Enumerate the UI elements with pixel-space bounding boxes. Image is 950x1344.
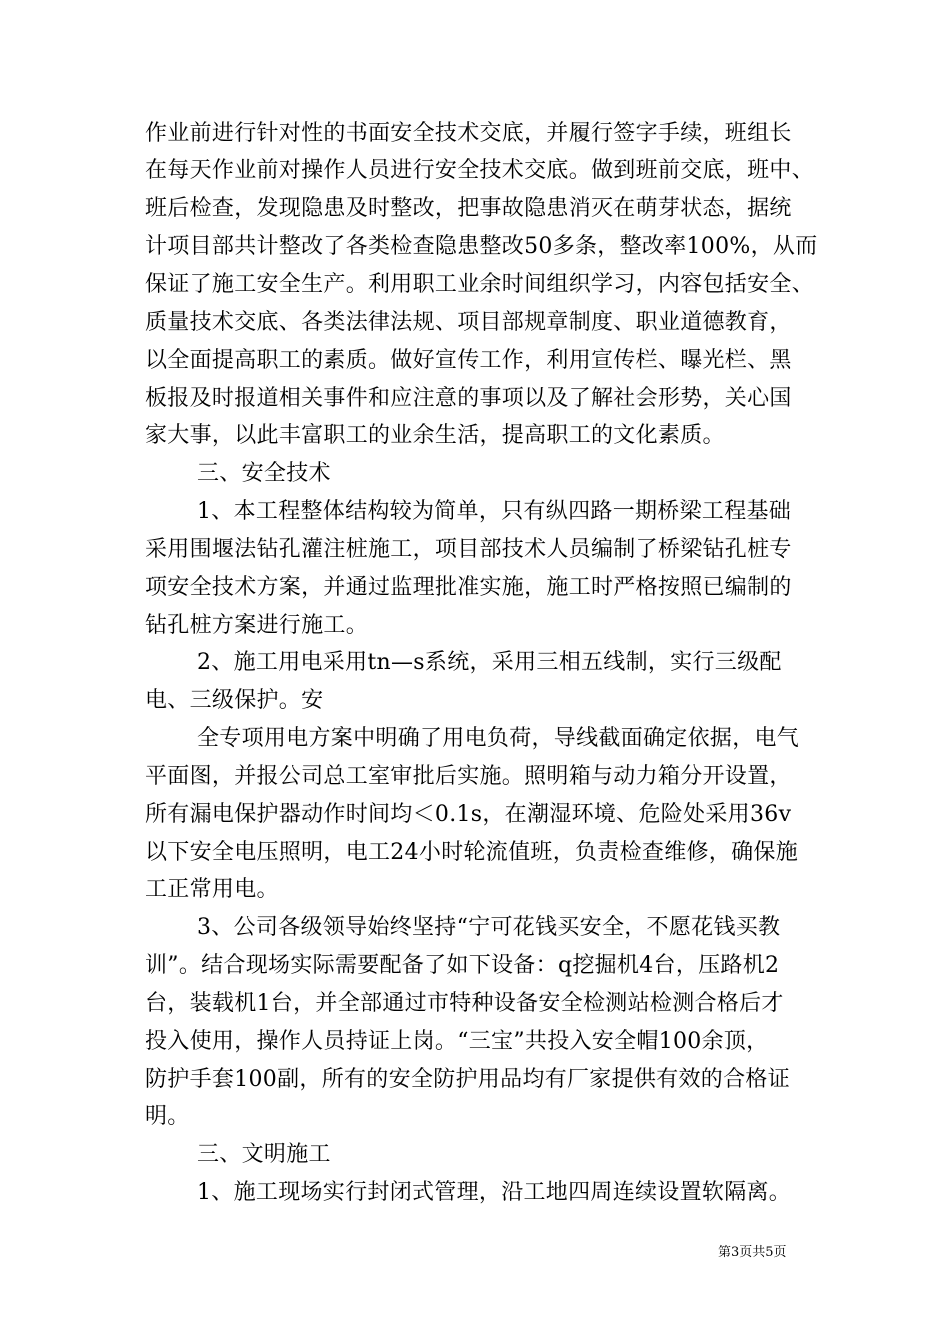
section-heading: 三、文明施工 — [197, 1142, 331, 1167]
text-line: 平面图，并报公司总工室审批后实施。照明箱与动力箱分开设置， — [145, 764, 792, 789]
text-line: 明。 — [145, 1104, 190, 1129]
text-line: 1、施工现场实行封闭式管理，沿工地四周连续设置软隔离。 — [197, 1180, 792, 1205]
page-number: 第3页共5页 — [718, 1245, 787, 1260]
text-line: 1、本工程整体结构较为简单，只有纵四路一期桥梁工程基础 — [197, 499, 792, 524]
text-line: 投入使用，操作人员持证上岗。“三宝”共投入安全帽100余顶， — [145, 1029, 769, 1054]
text-line: 质量技术交底、各类法律法规、项目部规章制度、职业道德教育， — [145, 310, 792, 335]
text-line: 计项目部共计整改了各类检查隐患整改50多条，整改率100%，从而 — [145, 234, 818, 259]
text-line: 电、三级保护。安 — [145, 688, 324, 713]
text-line: 3、公司各级领导始终坚持“宁可花钱买安全，不愿花钱买教 — [197, 915, 781, 940]
text-line: 训”。结合现场实际需要配备了如下设备：q挖掘机4台，压路机2 — [145, 953, 780, 978]
text-line: 采用围堰法钻孔灌注桩施工，项目部技术人员编制了桥梁钻孔桩专 — [145, 537, 792, 562]
section-heading: 三、安全技术 — [197, 461, 331, 486]
text-line: 工正常用电。 — [145, 877, 279, 902]
text-line: 在每天作业前对操作人员进行安全技术交底。做到班前交底，班中、 — [145, 158, 815, 183]
text-line: 保证了施工安全生产。利用职工业余时间组织学习，内容包括安全、 — [145, 272, 815, 297]
text-line: 以全面提高职工的素质。做好宣传工作，利用宣传栏、曝光栏、黑 — [145, 348, 792, 373]
text-line: 班后检查，发现隐患及时整改，把事故隐患消灭在萌芽状态，据统 — [145, 196, 792, 221]
text-line: 台，装载机1台，并全部通过市特种设备安全检测站检测合格后才 — [145, 991, 784, 1016]
text-line: 家大事，以此丰富职工的业余生活，提高职工的文化素质。 — [145, 423, 725, 448]
text-line: 防护手套100副，所有的安全防护用品均有厂家提供有效的合格证 — [145, 1067, 790, 1092]
text-line: 2、施工用电采用tn—s系统，采用三相五线制，实行三级配 — [197, 650, 782, 675]
text-line: 作业前进行针对性的书面安全技术交底，并履行签字手续，班组长 — [145, 121, 792, 146]
text-line: 项安全技术方案，并通过监理批准实施，施工时严格按照已编制的 — [145, 575, 792, 600]
text-line: 全专项用电方案中明确了用电负荷，导线截面确定依据，电气 — [197, 726, 800, 751]
text-line: 板报及时报道相关事件和应注意的事项以及了解社会形势，关心国 — [145, 386, 792, 411]
text-line: 所有漏电保护器动作时间均＜0.1s，在潮湿环境、危险处采用36v — [145, 802, 792, 827]
text-line: 以下安全电压照明，电工24小时轮流值班，负责检查维修，确保施 — [145, 840, 798, 865]
text-line: 钻孔桩方案进行施工。 — [145, 613, 369, 638]
